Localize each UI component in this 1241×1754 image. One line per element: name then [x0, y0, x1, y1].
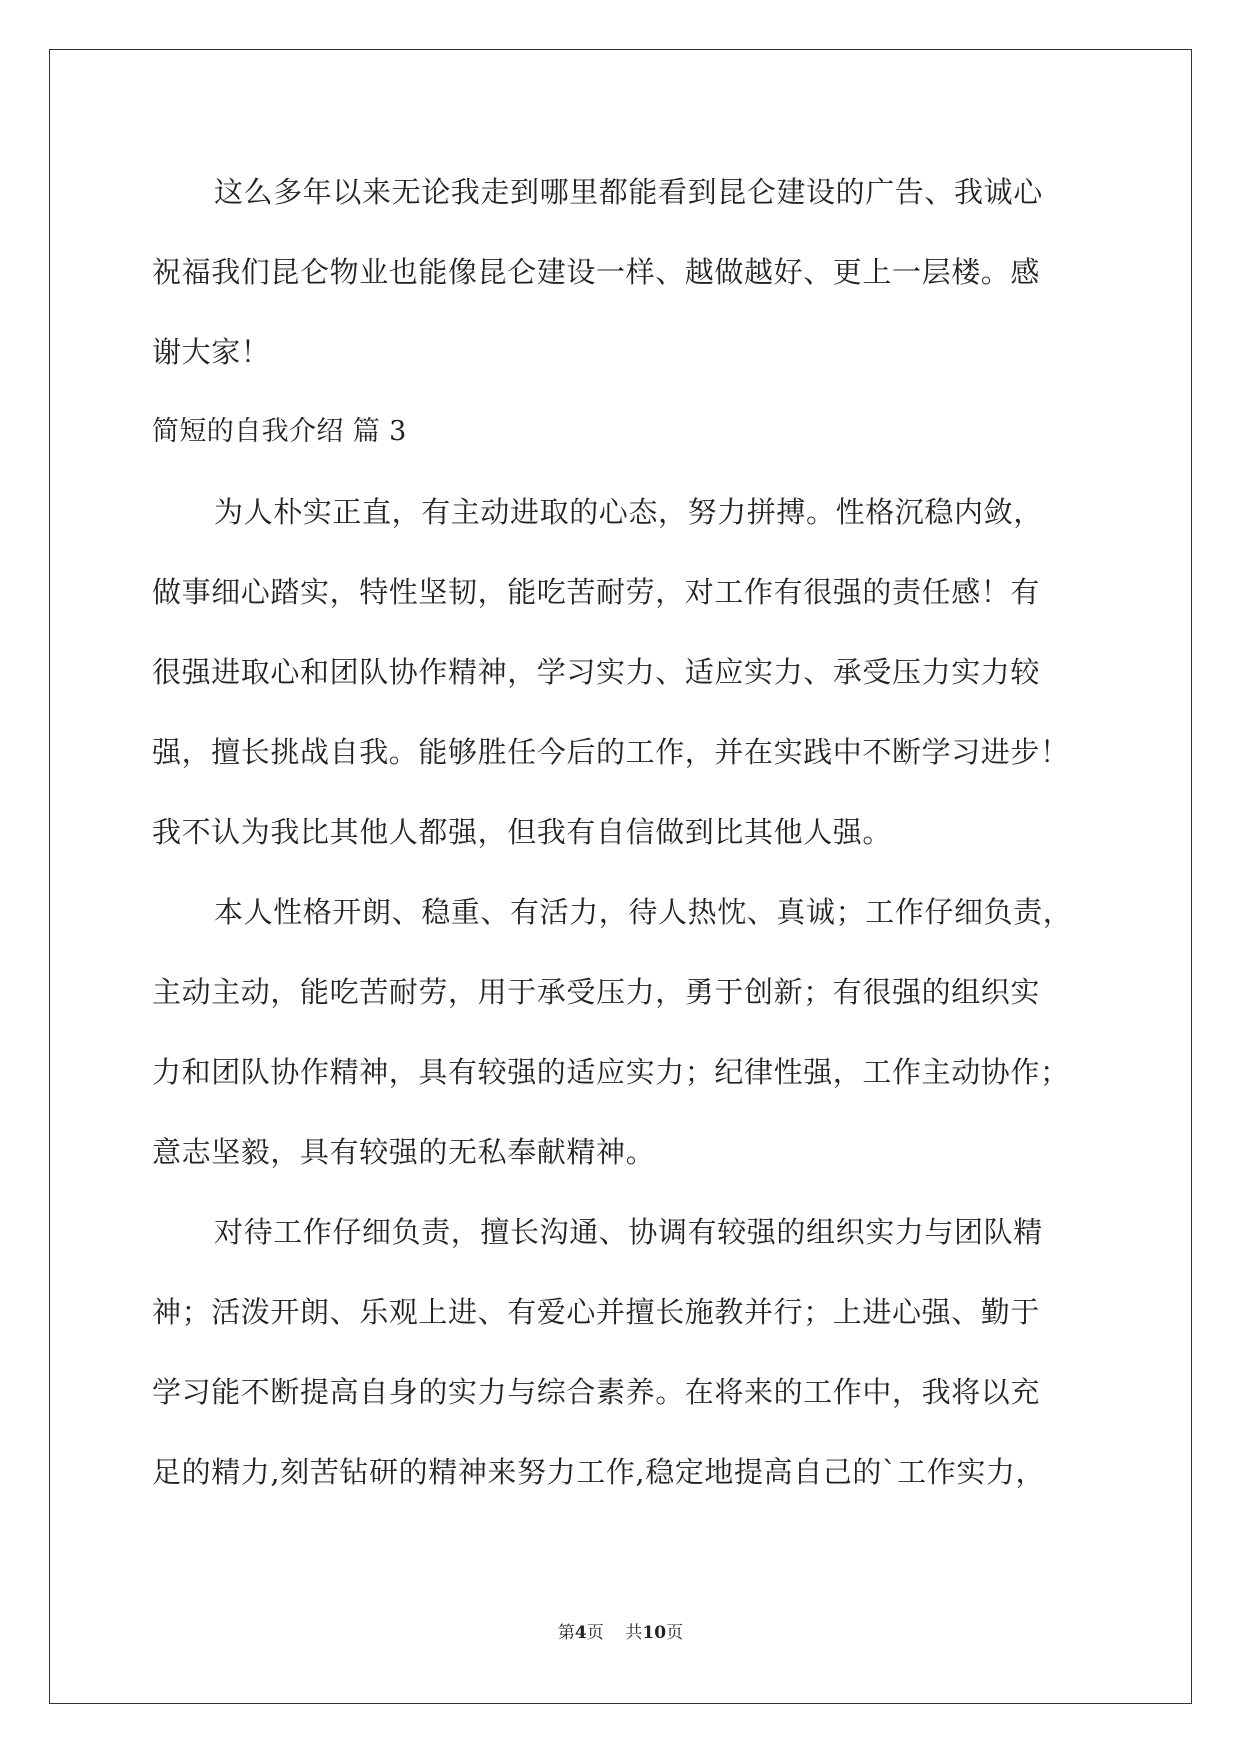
paragraph-line: 神；活泼开朗、乐观上进、有爱心并擅长施教并行；上进心强、勤于: [152, 1295, 1041, 1329]
page-footer: [0, 1621, 1241, 1645]
current-page-number: 4: [574, 1623, 587, 1643]
paragraph-line: 力和团队协作精神，具有较强的适应实力；纪律性强，工作主动协作；: [152, 1055, 1070, 1089]
page-prefix: 第: [557, 1623, 575, 1643]
total-page-number: 10: [642, 1623, 667, 1643]
paragraph-line: 为人朴实正直，有主动进取的心态，努力拼搏。性格沉稳内敛，: [214, 495, 1043, 529]
paragraph-line: 本人性格开朗、稳重、有活力，待人热忱、真诚；工作仔细负责，: [214, 895, 1073, 929]
paragraph-line: 对待工作仔细负责，擅长沟通、协调有较强的组织实力与团队精: [214, 1215, 1043, 1249]
paragraph-line: 我不认为我比其他人都强，但我有自信做到比其他人强。: [152, 815, 893, 849]
paragraph-line: 很强进取心和团队协作精神，学习实力、适应实力、承受压力实力较: [152, 655, 1041, 689]
paragraph-line: 这么多年以来无论我走到哪里都能看到昆仑建设的广告、我诚心: [214, 175, 1043, 209]
paragraph-line: 足的精力,刻苦钻研的精神来努力工作,稳定地提高自己的`工作实力，: [152, 1455, 1046, 1489]
section-heading: 简短的自我介绍 篇 3: [152, 416, 407, 447]
paragraph-line: 谢大家！: [152, 335, 271, 369]
total-prefix: 共: [625, 1623, 643, 1643]
paragraph-line: 意志坚毅，具有较强的无私奉献精神。: [152, 1135, 656, 1169]
paragraph-line: 做事细心踏实，特性坚韧，能吃苦耐劳，对工作有很强的责任感！有: [152, 575, 1041, 609]
paragraph-line: 主动主动，能吃苦耐劳，用于承受压力，勇于创新；有很强的组织实: [152, 975, 1041, 1009]
paragraph-line: 学习能不断提高自身的实力与综合素养。在将来的工作中，我将以充: [152, 1375, 1041, 1409]
page-unit: 页: [586, 1623, 604, 1643]
total-unit: 页: [666, 1623, 684, 1643]
paragraph-line: 祝福我们昆仑物业也能像昆仑建设一样、越做越好、更上一层楼。感: [152, 255, 1041, 289]
paragraph-line: 强，擅长挑战自我。能够胜任今后的工作，并在实践中不断学习进步！: [152, 735, 1070, 769]
